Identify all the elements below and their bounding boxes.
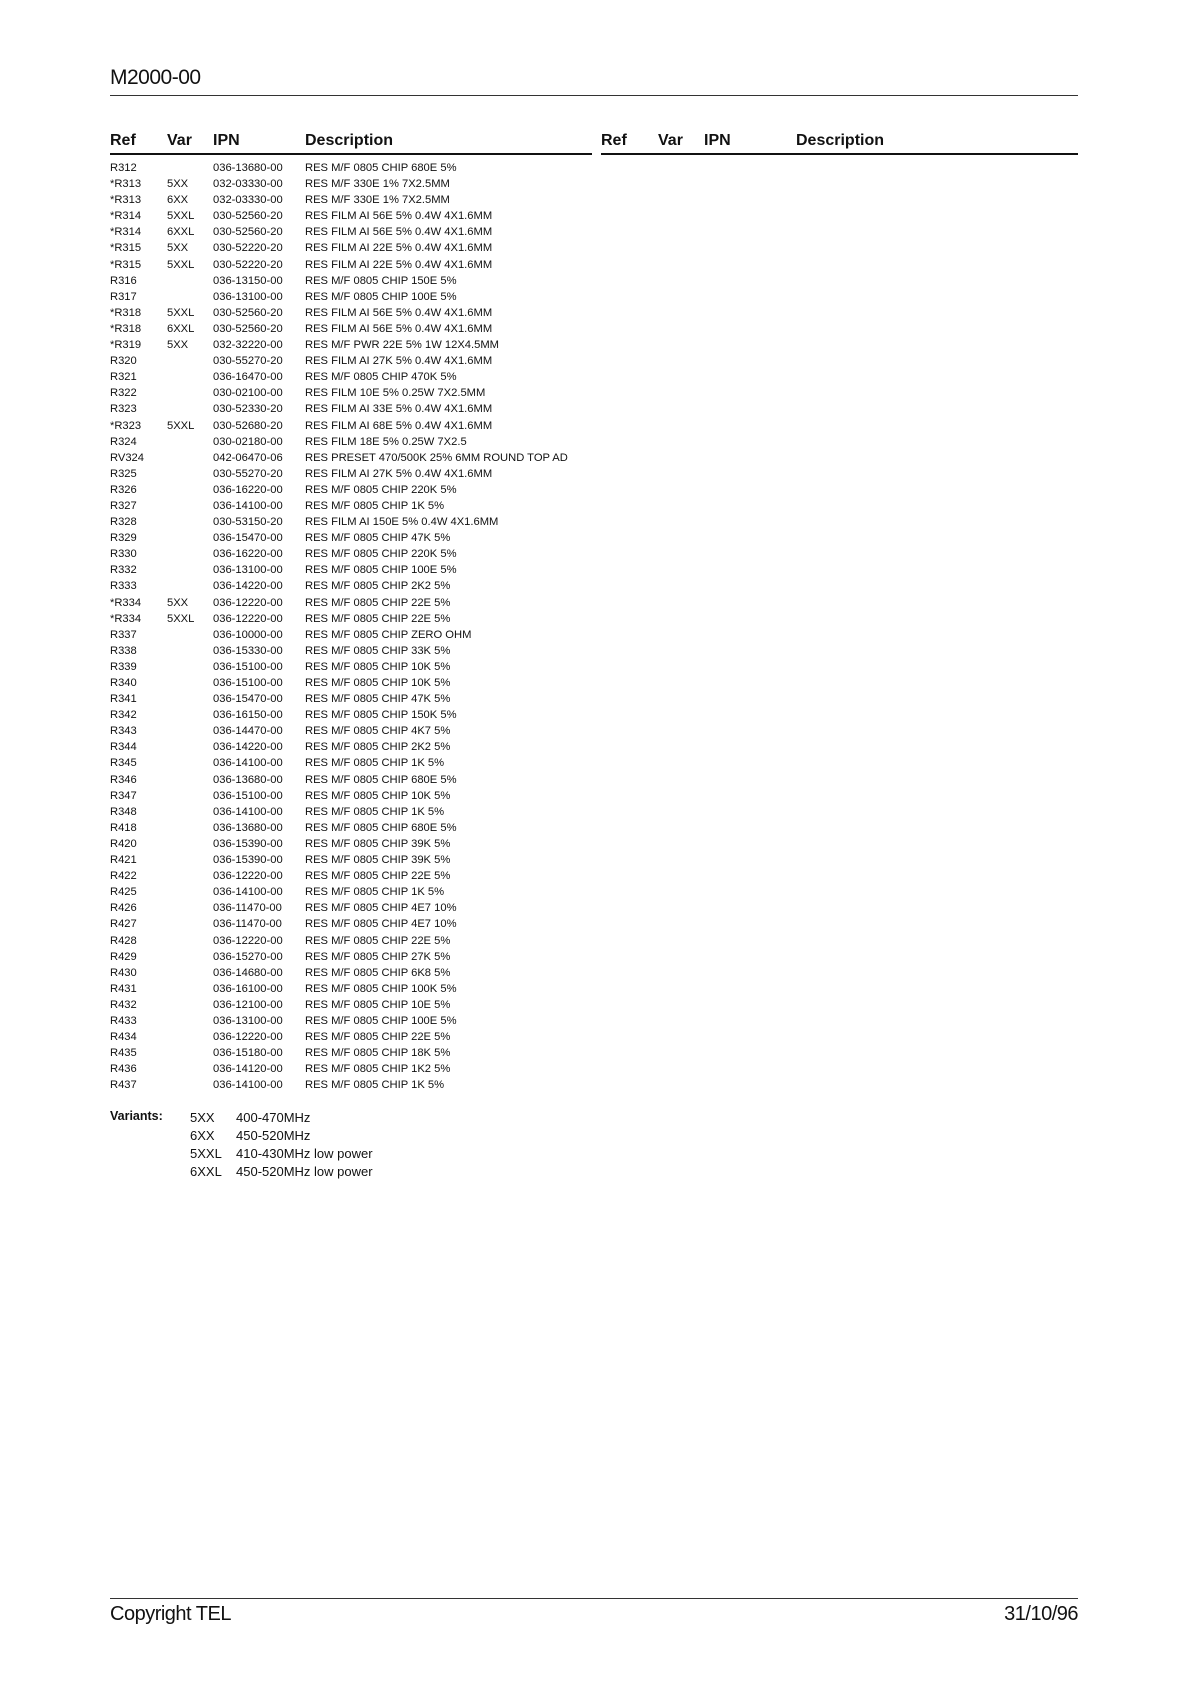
cell-ref: R347 [110, 789, 137, 802]
table-row [0, 981, 1188, 997]
table-row [0, 884, 1188, 900]
table-row [0, 707, 1188, 723]
cell-ipn: 030-52560-20 [213, 322, 283, 335]
cell-description: RES FILM 10E 5% 0.25W 7X2.5MM [305, 387, 486, 400]
cell-ref: R432 [110, 998, 137, 1011]
table-row [0, 498, 1188, 514]
table-row [0, 965, 1188, 981]
cell-ipn: 036-13150-00 [213, 274, 283, 287]
table-row [0, 1061, 1188, 1077]
cell-ipn: 036-15100-00 [213, 789, 283, 802]
cell-description: RES FILM AI 150E 5% 0.4W 4X1.6MM [305, 516, 499, 529]
cell-var: 5XX [167, 242, 189, 255]
variant-code: 5XXL [190, 1146, 222, 1161]
cell-ref: *R318 [110, 322, 142, 335]
cell-ipn: 036-16220-00 [213, 483, 283, 496]
cell-ipn: 036-14120-00 [213, 1063, 283, 1076]
table-row [0, 160, 1188, 176]
header-underline-right [601, 153, 1078, 155]
cell-ipn: 036-15390-00 [213, 837, 283, 850]
variant-code: 6XX [190, 1128, 215, 1143]
table-row [0, 192, 1188, 208]
cell-description: RES M/F 0805 CHIP 4K7 5% [305, 725, 451, 738]
cell-ipn: 030-02180-00 [213, 435, 283, 448]
cell-description: RES FILM AI 56E 5% 0.4W 4X1.6MM [305, 306, 493, 319]
cell-ipn: 036-13100-00 [213, 290, 283, 303]
cell-description: RES M/F 0805 CHIP 22E 5% [305, 612, 451, 625]
col-header-ref-right: Ref [601, 132, 627, 149]
cell-ipn: 036-10000-00 [213, 628, 283, 641]
cell-var: 6XXL [167, 226, 195, 239]
cell-ref: R430 [110, 966, 137, 979]
table-row [0, 466, 1188, 482]
cell-description: RES M/F 0805 CHIP 22E 5% [305, 596, 451, 609]
cell-ref: R339 [110, 660, 137, 673]
table-row [0, 804, 1188, 820]
cell-ipn: 036-14100-00 [213, 1079, 283, 1092]
cell-ipn: 036-15100-00 [213, 660, 283, 673]
table-row [0, 691, 1188, 707]
table-row [0, 723, 1188, 739]
cell-description: RES M/F 0805 CHIP 10K 5% [305, 789, 451, 802]
cell-ref: R433 [110, 1014, 137, 1027]
variant-code: 6XXL [190, 1164, 222, 1179]
cell-ipn: 036-13680-00 [213, 821, 283, 834]
table-row [0, 627, 1188, 643]
table-row [0, 482, 1188, 498]
cell-ref: *R323 [110, 419, 142, 432]
cell-ref: R341 [110, 693, 137, 706]
cell-ref: R431 [110, 982, 137, 995]
cell-ref: R422 [110, 870, 137, 883]
cell-ipn: 030-52560-20 [213, 210, 283, 223]
cell-description: RES FILM AI 22E 5% 0.4W 4X1.6MM [305, 242, 493, 255]
cell-ref: *R318 [110, 306, 142, 319]
cell-ipn: 036-16150-00 [213, 709, 283, 722]
cell-description: RES FILM AI 33E 5% 0.4W 4X1.6MM [305, 403, 493, 416]
cell-var: 5XXL [167, 419, 195, 432]
table-row [0, 739, 1188, 755]
cell-ref: R428 [110, 934, 137, 947]
cell-description: RES M/F 0805 CHIP 150K 5% [305, 709, 457, 722]
cell-ipn: 036-15100-00 [213, 677, 283, 689]
cell-ref: R346 [110, 773, 137, 786]
col-header-description-left: Description [305, 132, 394, 149]
cell-description: RES M/F 0805 CHIP 39K 5% [305, 837, 451, 850]
cell-description: RES M/F 0805 CHIP 1K 5% [305, 805, 445, 818]
table-row [0, 900, 1188, 916]
table-row [0, 868, 1188, 884]
variant-code: 5XX [190, 1110, 215, 1125]
cell-ipn: 036-13100-00 [213, 564, 283, 577]
cell-description: RES M/F 0805 CHIP 100K 5% [305, 982, 457, 995]
cell-description: RES FILM AI 27K 5% 0.4W 4X1.6MM [305, 355, 493, 368]
cell-var: 5XXL [167, 210, 195, 223]
table-row [0, 337, 1188, 353]
variant-description: 400-470MHz [236, 1110, 311, 1125]
table-row [0, 836, 1188, 852]
cell-ref: R333 [110, 580, 137, 593]
cell-ipn: 030-52220-20 [213, 258, 283, 271]
table-row [0, 852, 1188, 868]
cell-ref: R434 [110, 1031, 137, 1044]
document-code: M2000-00 [110, 66, 201, 89]
cell-ipn: 036-14100-00 [213, 757, 283, 770]
cell-ipn: 036-15270-00 [213, 950, 283, 963]
cell-description: RES M/F 0805 CHIP 680E 5% [305, 162, 457, 174]
table-row [0, 788, 1188, 804]
cell-description: RES M/F 0805 CHIP 100E 5% [305, 290, 457, 303]
cell-description: RES M/F 0805 CHIP 100E 5% [305, 564, 457, 577]
cell-description: RES M/F 0805 CHIP 1K 5% [305, 499, 445, 512]
variant-description: 450-520MHz low power [236, 1164, 373, 1179]
cell-description: RES FILM AI 27K 5% 0.4W 4X1.6MM [305, 467, 493, 480]
cell-description: RES M/F 0805 CHIP 220K 5% [305, 483, 457, 496]
cell-description: RES FILM AI 56E 5% 0.4W 4X1.6MM [305, 322, 493, 335]
table-row [0, 820, 1188, 836]
table-row [0, 659, 1188, 675]
cell-ref: R429 [110, 950, 137, 963]
cell-ipn: 036-14680-00 [213, 966, 283, 979]
cell-ipn: 036-12220-00 [213, 612, 283, 625]
parts-list-table [0, 160, 1188, 1093]
cell-ref: R342 [110, 709, 137, 722]
header-rule [110, 95, 1078, 96]
cell-ipn: 036-12220-00 [213, 934, 283, 947]
cell-ipn: 036-14220-00 [213, 580, 283, 593]
cell-ref: R337 [110, 628, 137, 641]
cell-ref: R323 [110, 403, 137, 416]
table-row [0, 434, 1188, 450]
table-row [0, 176, 1188, 192]
cell-ref: *R315 [110, 242, 142, 255]
cell-ipn: 030-52220-20 [213, 242, 283, 255]
footer-rule [110, 1598, 1078, 1599]
col-header-ipn-right: IPN [704, 132, 731, 149]
cell-ipn: 030-52330-20 [213, 403, 283, 416]
cell-description: RES M/F 0805 CHIP 680E 5% [305, 773, 457, 786]
cell-ref: R332 [110, 564, 137, 577]
cell-ref: R324 [110, 435, 137, 448]
table-row [0, 755, 1188, 771]
table-row [0, 1029, 1188, 1045]
cell-description: RES M/F 0805 CHIP 4E7 10% [305, 902, 457, 915]
table-row [0, 643, 1188, 659]
cell-ipn: 036-14100-00 [213, 499, 283, 512]
table-row [0, 321, 1188, 337]
cell-description: RES M/F 0805 CHIP 22E 5% [305, 870, 451, 883]
cell-ipn: 036-11470-00 [213, 902, 282, 915]
table-row [0, 997, 1188, 1013]
cell-description: RES FILM AI 68E 5% 0.4W 4X1.6MM [305, 419, 493, 432]
cell-ipn: 036-11470-00 [213, 918, 282, 931]
cell-ref: R345 [110, 757, 137, 770]
cell-ref: R426 [110, 902, 137, 915]
cell-description: RES M/F 0805 CHIP 10E 5% [305, 998, 451, 1011]
table-row [0, 933, 1188, 949]
table-row [0, 1013, 1188, 1029]
cell-ref: R437 [110, 1079, 137, 1092]
cell-ref: R436 [110, 1063, 137, 1076]
cell-ipn: 036-13100-00 [213, 1014, 283, 1027]
cell-description: RES M/F 0805 CHIP 1K 5% [305, 757, 445, 770]
cell-ref: R312 [110, 162, 137, 174]
cell-ref: RV324 [110, 451, 145, 464]
cell-ipn: 036-13680-00 [213, 773, 283, 786]
cell-ipn: 030-02100-00 [213, 387, 283, 400]
cell-var: 5XXL [167, 306, 195, 319]
cell-description: RES M/F 0805 CHIP 22E 5% [305, 934, 451, 947]
cell-description: RES M/F 0805 CHIP 1K 5% [305, 886, 445, 899]
col-header-var-right: Var [658, 132, 683, 149]
col-header-var-left: Var [167, 132, 192, 149]
cell-ipn: 036-16470-00 [213, 371, 283, 384]
cell-description: RES M/F 0805 CHIP 680E 5% [305, 821, 457, 834]
table-row [0, 240, 1188, 256]
cell-description: RES M/F 0805 CHIP 10K 5% [305, 677, 451, 689]
cell-description: RES M/F 0805 CHIP 33K 5% [305, 644, 451, 657]
cell-description: RES M/F 330E 1% 7X2.5MM [305, 194, 450, 207]
cell-description: RES M/F 0805 CHIP 47K 5% [305, 532, 451, 545]
table-row [0, 418, 1188, 434]
cell-ref: R421 [110, 854, 137, 867]
table-row [0, 546, 1188, 562]
table-row [0, 949, 1188, 965]
cell-ipn: 036-12100-00 [213, 998, 283, 1011]
cell-ref: R328 [110, 516, 137, 529]
cell-ref: *R313 [110, 194, 142, 207]
cell-description: RES M/F 0805 CHIP 470K 5% [305, 371, 457, 384]
col-header-ipn-left: IPN [213, 132, 240, 149]
cell-ref: R322 [110, 387, 137, 400]
cell-ref: R326 [110, 483, 137, 496]
cell-ipn: 036-12220-00 [213, 596, 283, 609]
cell-ref: R327 [110, 499, 137, 512]
cell-ipn: 030-52560-20 [213, 226, 283, 239]
cell-ref: R420 [110, 837, 137, 850]
table-row [0, 305, 1188, 321]
cell-description: RES M/F 330E 1% 7X2.5MM [305, 178, 450, 191]
cell-ipn: 036-14220-00 [213, 741, 283, 754]
cell-ipn: 030-55270-20 [213, 355, 283, 368]
cell-description: RES M/F 0805 CHIP 18K 5% [305, 1047, 451, 1060]
cell-ref: *R313 [110, 178, 142, 191]
cell-description: RES M/F 0805 CHIP 1K 5% [305, 1079, 445, 1092]
cell-description: RES M/F 0805 CHIP ZERO OHM [305, 628, 472, 641]
table-row [0, 1045, 1188, 1061]
cell-ref: R329 [110, 532, 137, 545]
cell-var: 5XXL [167, 612, 195, 625]
table-row [0, 916, 1188, 932]
cell-ref: R330 [110, 548, 137, 561]
cell-ipn: 036-16100-00 [213, 982, 283, 995]
cell-ref: R348 [110, 805, 137, 818]
cell-ipn: 036-14100-00 [213, 886, 283, 899]
table-row [0, 450, 1188, 466]
table-row [0, 772, 1188, 788]
cell-description: RES M/F 0805 CHIP 1K2 5% [305, 1063, 451, 1076]
variant-description: 410-430MHz low power [236, 1146, 373, 1161]
cell-ref: R418 [110, 821, 137, 834]
cell-ipn: 036-15470-00 [213, 532, 283, 545]
cell-ipn: 036-13680-00 [213, 162, 283, 174]
cell-ipn: 036-12220-00 [213, 1031, 283, 1044]
table-row [0, 562, 1188, 578]
cell-description: RES FILM AI 22E 5% 0.4W 4X1.6MM [305, 258, 493, 271]
variant-description: 450-520MHz [236, 1128, 311, 1143]
col-header-ref-left: Ref [110, 132, 136, 149]
table-row [0, 595, 1188, 611]
table-row [0, 675, 1188, 691]
cell-ref: *R319 [110, 339, 142, 352]
cell-description: RES M/F 0805 CHIP 39K 5% [305, 854, 451, 867]
table-row [0, 289, 1188, 305]
cell-description: RES M/F 0805 CHIP 2K2 5% [305, 741, 451, 754]
cell-ref: *R314 [110, 210, 142, 223]
table-row [0, 530, 1188, 546]
cell-ipn: 036-15470-00 [213, 693, 283, 706]
cell-ref: R316 [110, 274, 137, 287]
table-row [0, 385, 1188, 401]
cell-ref: *R334 [110, 596, 142, 609]
cell-description: RES FILM AI 56E 5% 0.4W 4X1.6MM [305, 210, 493, 223]
cell-var: 5XX [167, 339, 189, 352]
cell-ref: *R314 [110, 226, 142, 239]
cell-ipn: 036-15390-00 [213, 854, 283, 867]
col-header-description-right: Description [796, 132, 885, 149]
cell-ipn: 036-14100-00 [213, 805, 283, 818]
cell-var: 5XXL [167, 258, 195, 271]
cell-var: 6XXL [167, 322, 195, 335]
cell-var: 5XX [167, 178, 189, 191]
table-row [0, 401, 1188, 417]
cell-ref: R317 [110, 290, 137, 303]
table-row [0, 224, 1188, 240]
cell-ref: R344 [110, 741, 137, 754]
cell-description: RES M/F 0805 CHIP 220K 5% [305, 548, 457, 561]
table-row [0, 353, 1188, 369]
cell-ipn: 032-32220-00 [213, 339, 283, 352]
table-row [0, 369, 1188, 385]
cell-ipn: 036-15330-00 [213, 644, 283, 657]
table-row [0, 611, 1188, 627]
cell-ref: R425 [110, 886, 137, 899]
cell-description: RES M/F 0805 CHIP 2K2 5% [305, 580, 451, 593]
variants-label: Variants: [110, 1109, 163, 1123]
cell-ref: R338 [110, 644, 137, 657]
cell-ref: *R315 [110, 258, 142, 271]
cell-description: RES M/F 0805 CHIP 22E 5% [305, 1031, 451, 1044]
cell-description: RES PRESET 470/500K 25% 6MM ROUND TOP AD [305, 451, 568, 464]
cell-ref: R320 [110, 355, 137, 368]
table-row [0, 1077, 1188, 1093]
header-underline-left [110, 153, 592, 155]
table-row [0, 273, 1188, 289]
cell-ipn: 036-14470-00 [213, 725, 283, 738]
cell-description: RES M/F PWR 22E 5% 1W 12X4.5MM [305, 339, 499, 352]
cell-var: 5XX [167, 596, 189, 609]
cell-description: RES FILM AI 56E 5% 0.4W 4X1.6MM [305, 226, 493, 239]
cell-ipn: 036-12220-00 [213, 870, 283, 883]
cell-ref: *R334 [110, 612, 142, 625]
cell-description: RES M/F 0805 CHIP 10K 5% [305, 660, 451, 673]
cell-description: RES FILM 18E 5% 0.25W 7X2.5 [305, 435, 467, 448]
cell-ref: R343 [110, 725, 137, 738]
cell-ipn: 030-53150-20 [213, 516, 283, 529]
cell-ref: R427 [110, 918, 137, 931]
cell-ipn: 030-52680-20 [213, 419, 283, 432]
cell-ipn: 042-06470-06 [213, 451, 283, 464]
cell-ipn: 030-55270-20 [213, 467, 283, 480]
cell-description: RES M/F 0805 CHIP 47K 5% [305, 693, 451, 706]
cell-ref: R325 [110, 467, 137, 480]
cell-ipn: 030-52560-20 [213, 306, 283, 319]
cell-description: RES M/F 0805 CHIP 6K8 5% [305, 966, 451, 979]
table-row [0, 514, 1188, 530]
cell-ipn: 036-15180-00 [213, 1047, 283, 1060]
cell-ipn: 036-16220-00 [213, 548, 283, 561]
cell-ref: R321 [110, 371, 137, 384]
cell-description: RES M/F 0805 CHIP 27K 5% [305, 950, 451, 963]
cell-ipn: 032-03330-00 [213, 194, 283, 207]
copyright-text: Copyright TEL [110, 1603, 231, 1625]
cell-description: RES M/F 0805 CHIP 100E 5% [305, 1014, 457, 1027]
cell-description: RES M/F 0805 CHIP 150E 5% [305, 274, 457, 287]
table-row [0, 208, 1188, 224]
cell-var: 6XX [167, 194, 189, 207]
table-row [0, 257, 1188, 273]
cell-ref: R435 [110, 1047, 137, 1060]
cell-description: RES M/F 0805 CHIP 4E7 10% [305, 918, 457, 931]
footer-date: 31/10/96 [1004, 1603, 1078, 1625]
table-row [0, 578, 1188, 594]
cell-ref: R340 [110, 677, 137, 689]
cell-ipn: 032-03330-00 [213, 178, 283, 191]
